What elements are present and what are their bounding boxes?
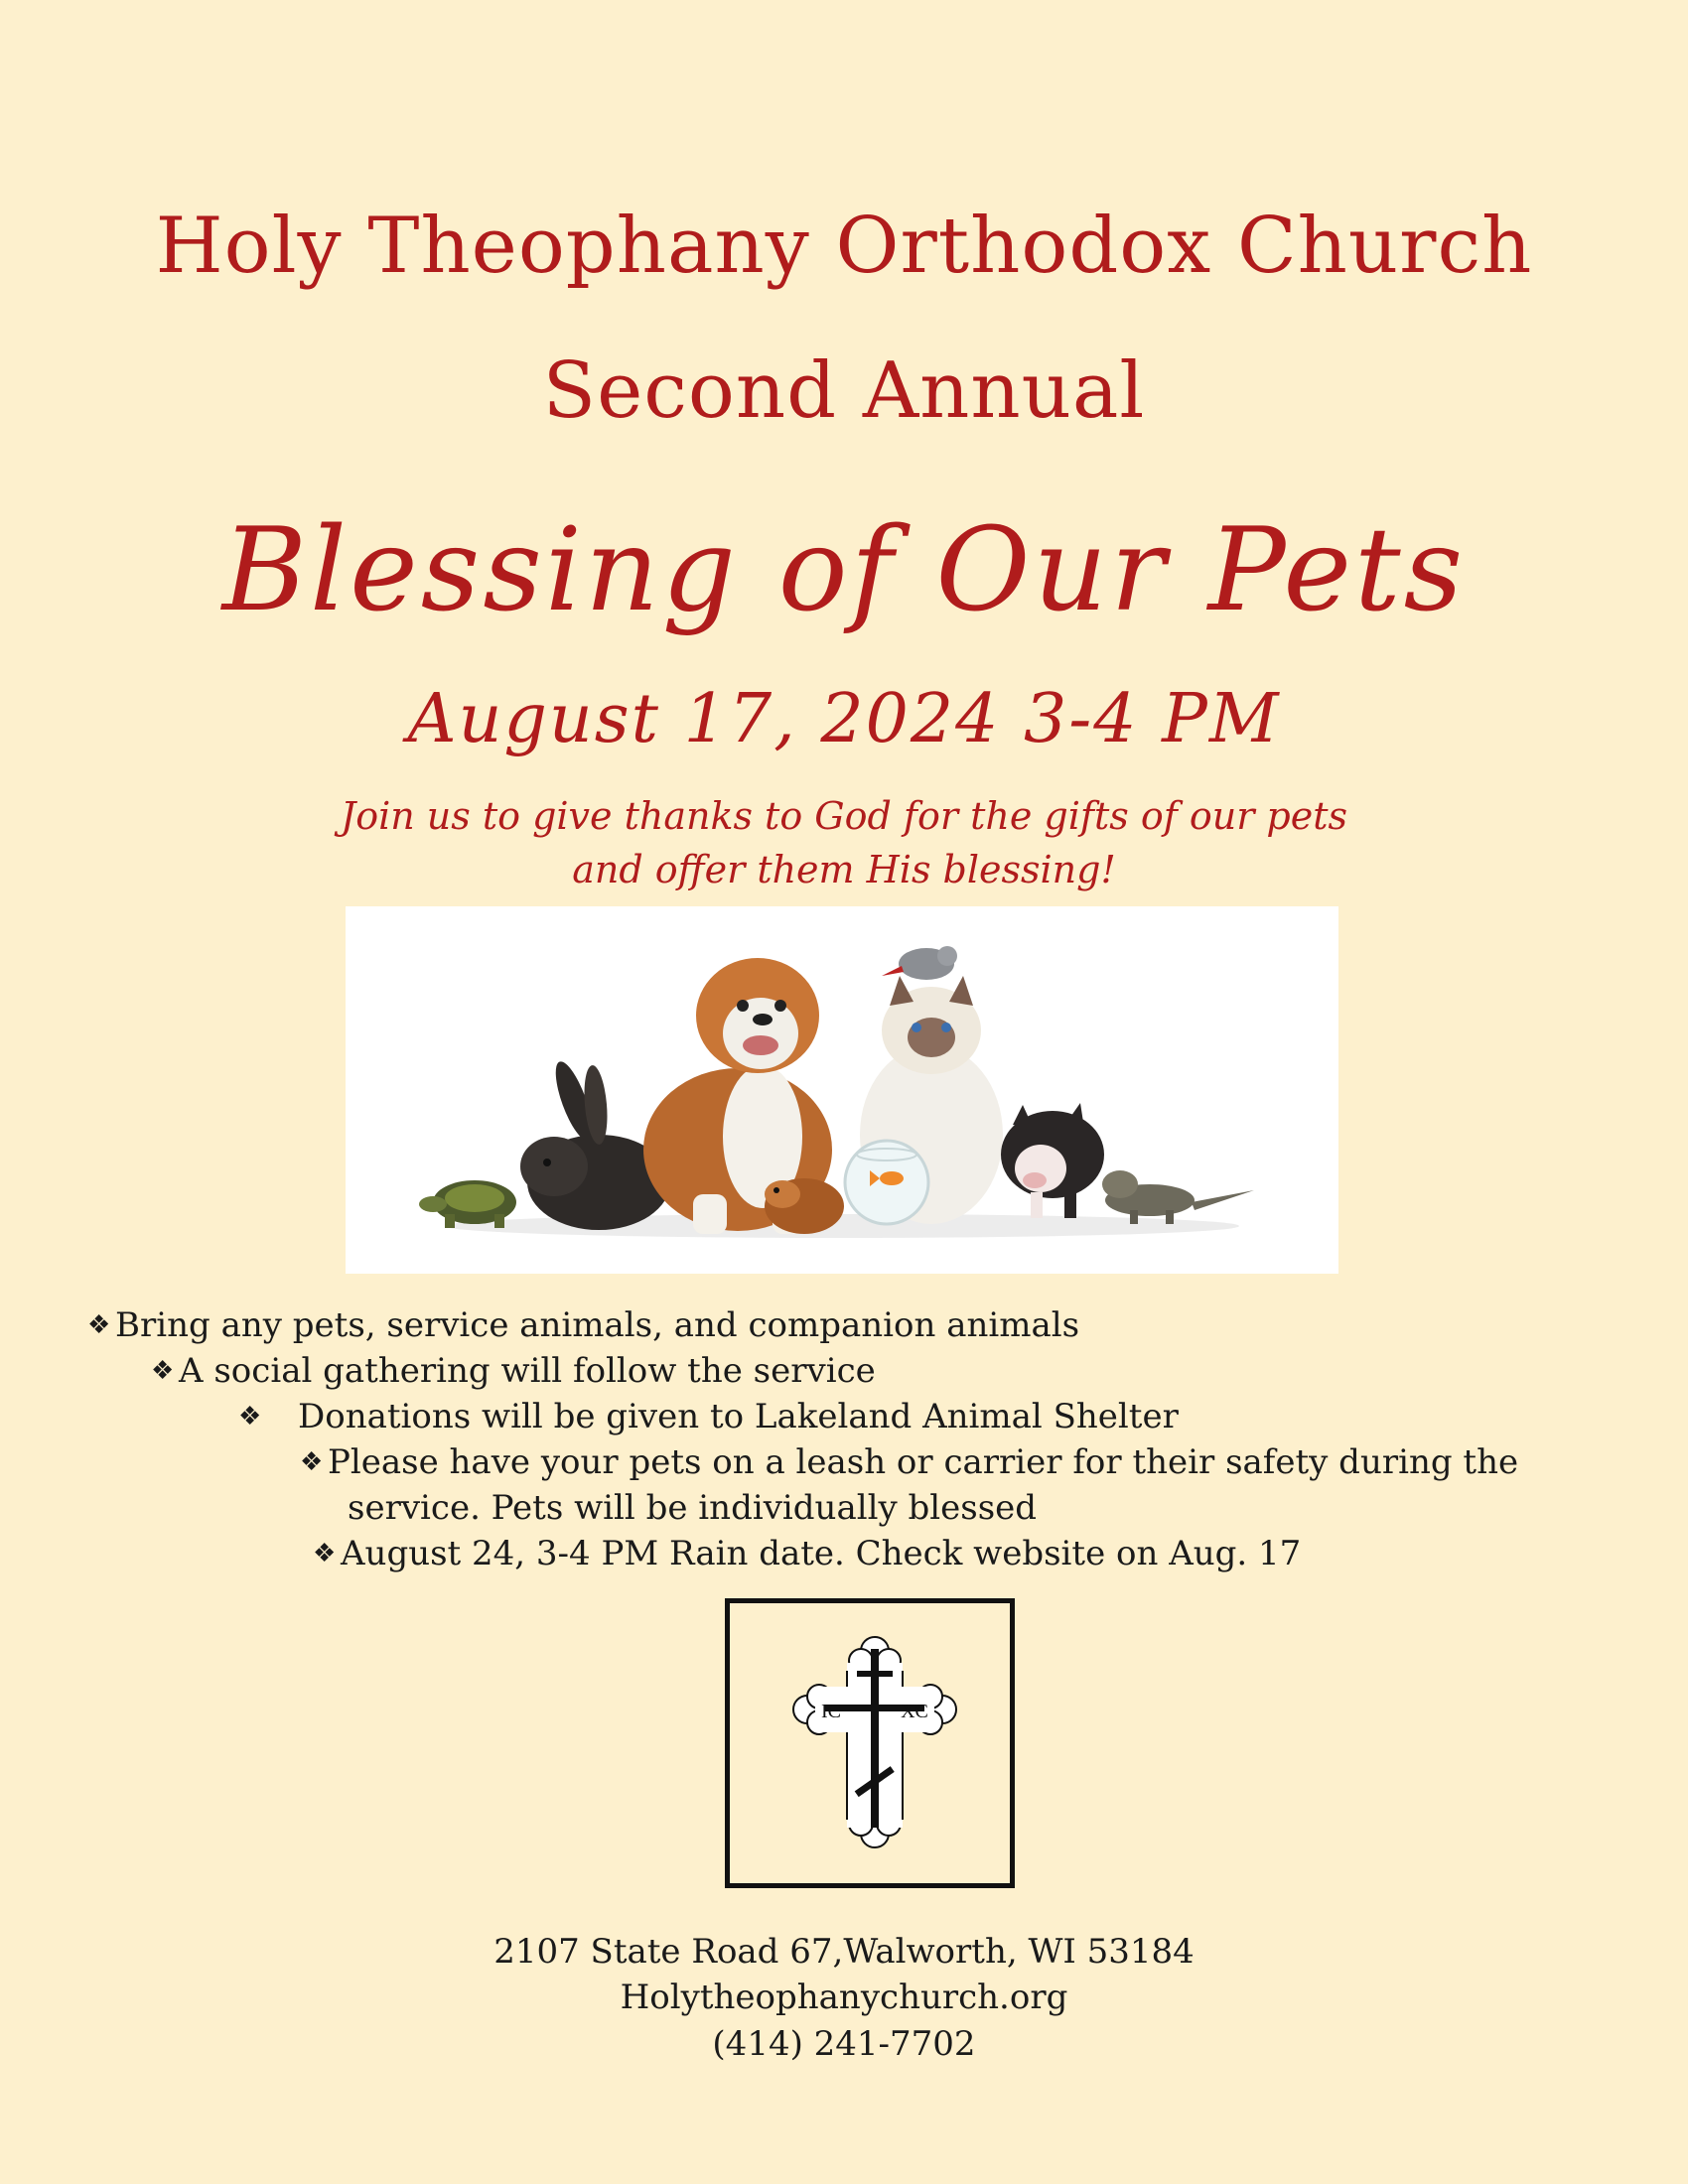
- logo-right-text: XC: [901, 1701, 928, 1722]
- bullet-icon: ❖: [87, 1310, 111, 1340]
- fishbowl-icon: [845, 1141, 928, 1224]
- tagline-line-2: and offer them His blessing!: [572, 848, 1116, 891]
- lizard-icon: [1102, 1170, 1254, 1224]
- address: 2107 State Road 67,Walworth, WI 53184: [493, 1932, 1195, 1972]
- detail-text-3: Donations will be given to Lakeland Animal Shelter: [298, 1397, 1179, 1436]
- logo-left-text: IC: [821, 1701, 841, 1722]
- parrot-icon: [882, 946, 957, 980]
- church-name: Holy Theophany Orthodox Church: [155, 202, 1533, 291]
- event-title: Blessing of Our Pets: [221, 503, 1467, 637]
- detail-item-4-continued: [348, 1485, 1037, 1531]
- subtitle: Second Annual: [542, 346, 1146, 436]
- event-date-time: August 17, 2024 3-4 PM: [407, 680, 1281, 758]
- detail-text-1: Bring any pets, service animals, and companion animals: [115, 1305, 1080, 1345]
- detail-item-5: [313, 1531, 1301, 1576]
- detail-item-1: [87, 1302, 1079, 1348]
- website-link[interactable]: Holytheophanychurch.org: [620, 1978, 1068, 2017]
- church-logo: [725, 1598, 1015, 1888]
- orthodox-cross-icon: [730, 1603, 1010, 1883]
- guinea-pig-icon: [765, 1178, 844, 1234]
- turtle-icon: [419, 1180, 516, 1228]
- detail-item-4: [300, 1439, 1518, 1485]
- bullet-icon: ❖: [238, 1402, 262, 1432]
- bullet-icon: ❖: [151, 1356, 175, 1386]
- detail-text-4: Please have your pets on a leash or carrier for their safety during the: [328, 1442, 1519, 1482]
- bullet-icon: ❖: [300, 1447, 324, 1477]
- detail-text-5: August 24, 3-4 PM Rain date. Check website on Aug. 17: [341, 1534, 1302, 1573]
- tagline-line-1: Join us to give thanks to God for the gifts of our pets: [340, 794, 1348, 838]
- pets-illustration: [346, 906, 1338, 1274]
- detail-text-2: A social gathering will follow the service: [179, 1351, 876, 1391]
- phone-number: (414) 241-7702: [712, 2024, 976, 2064]
- detail-item-3: [238, 1394, 1179, 1439]
- detail-item-2: [151, 1348, 876, 1394]
- pets-group-photo: [346, 906, 1338, 1274]
- bullet-icon: ❖: [313, 1539, 337, 1569]
- pig-icon: [1001, 1103, 1104, 1218]
- detail-text-4b: service. Pets will be individually blessed: [348, 1488, 1038, 1528]
